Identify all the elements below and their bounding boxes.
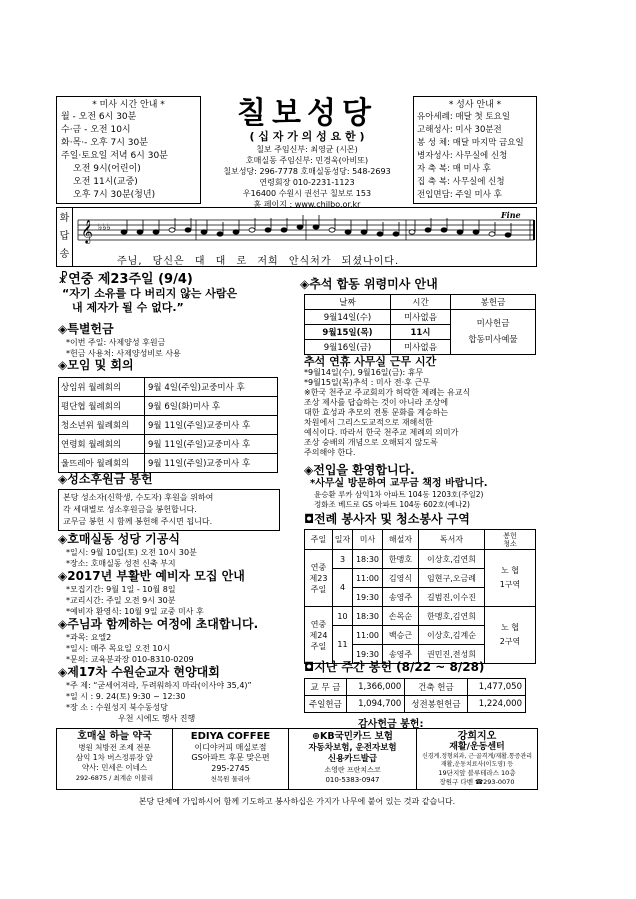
sacrament-line: 봉 성 체: 매달 마지막 금요일 xyxy=(417,138,524,148)
sacrament-line: 병자성사: 사무실에 신청 xyxy=(417,151,508,161)
altar-clean xyxy=(485,607,536,664)
altar-time: 19:30 xyxy=(353,645,383,664)
mass-line: 월 - 오전 6시 30분 xyxy=(61,112,137,122)
music-note xyxy=(441,228,447,232)
music-note xyxy=(265,228,271,232)
ad-phone: 295-2745 xyxy=(211,764,250,773)
groundbreaking-line: *장소: 호매실동 성전 신축 부지 xyxy=(66,559,176,568)
easter-prep-line: *교리시간: 주일 오전 9시 30분 xyxy=(66,596,176,605)
vocation-line: 본당 성소자(신학생, 수도자) 후원을 위하여 xyxy=(63,493,214,502)
altar-row xyxy=(305,550,536,569)
altar-narrator: 한맹호 xyxy=(383,550,419,569)
svg-text:♭♭♭: ♭♭♭ xyxy=(98,223,111,233)
sacrament-box xyxy=(413,96,537,204)
altar-header: 독서자 xyxy=(419,530,485,550)
music-note xyxy=(297,225,303,229)
altar-time: 18:30 xyxy=(353,607,383,626)
altar-readers: 권민진,전성희 xyxy=(419,645,485,664)
altar-week-line: 연중 xyxy=(310,562,327,572)
ad-phone: 소영란 프란치스코 xyxy=(324,766,381,774)
chuseok-table xyxy=(304,294,536,355)
office-hours-line: *9월15일(목)추석 : 미사 전·후 근무 xyxy=(304,378,430,387)
mass-line: 화·목·- 오후 7시 30분 xyxy=(61,138,148,148)
music-note xyxy=(473,230,479,234)
vocation-line: 교무금 봉헌 시 함께 봉헌해 주시면 됩니다. xyxy=(63,517,213,526)
music-note xyxy=(185,228,191,232)
hymn-label-char: 송 xyxy=(59,249,70,260)
ad-phone: 장원구 다벤 ☎293-0070 xyxy=(439,778,515,786)
martyrs-title: ◈제17차 수원순교자 현양대회 xyxy=(58,665,220,679)
chuseok-time: 미사없음 xyxy=(391,310,451,325)
altar-week-line: 주일 xyxy=(310,584,327,594)
meeting-row xyxy=(59,397,278,416)
altar-table xyxy=(304,529,536,664)
office-hours-line: 대한 효성과 추모의 전통 문화를 계승하는 xyxy=(304,408,449,417)
music-note xyxy=(153,230,159,234)
altar-clean xyxy=(485,550,536,607)
offering-row xyxy=(305,696,526,713)
ad-line: 19단지앞 블루테라스 10층 xyxy=(438,769,516,777)
meetings-section xyxy=(58,358,283,473)
offering-cell: 주일헌금 xyxy=(305,696,347,713)
music-note xyxy=(217,232,223,236)
ad-title: EDIYA COFFEE xyxy=(190,731,271,742)
sacrament-line: 집 축 복: 사무실에 신청 xyxy=(417,177,505,187)
altar-header: 일자 xyxy=(333,530,353,550)
sacrament-title: * 성사 안내 * xyxy=(448,100,502,110)
altar-header: 해설자 xyxy=(383,530,419,550)
special-offering-section xyxy=(58,322,283,359)
easter-prep-line: *모집기간: 9월 1일 - 10월 8일 xyxy=(66,585,176,594)
welcome-title: ◈전입을 환영합니다. xyxy=(304,463,415,477)
hymn-label-char: 화 xyxy=(59,213,70,224)
chuseok-offering xyxy=(451,310,536,355)
offering-cell: 성전봉헌헌금 xyxy=(405,696,467,713)
ad-subtitle: 재활/운동센터 xyxy=(449,742,505,752)
sacrament-line: 전입면담: 주일 미사 후 xyxy=(417,190,502,200)
office-hours-line: 주의해야 한다. xyxy=(304,448,356,457)
music-note xyxy=(393,232,399,236)
offering-cell: 1,094,700 xyxy=(346,696,404,713)
altar-readers: 길범진,이수진 xyxy=(419,588,485,607)
meeting-name: 평단협 월례회의 xyxy=(59,397,145,416)
ad-title: 호매실 하늘 약국 xyxy=(77,731,152,742)
sunday-title: ☧연중 제23주일 (9/4) xyxy=(58,272,193,287)
hymn-lyrics: 주님, 당신은 대 대 로 저희 안식처가 되셨나이다. xyxy=(117,256,400,267)
office-hours-line: 예식이다. 따라서 한국 천주교 제례의 의미가 xyxy=(304,428,459,437)
meeting-when: 9월 4일(주일)교중미사 후 xyxy=(145,378,278,397)
altar-section xyxy=(304,512,538,664)
offering-cell: 1,366,000 xyxy=(346,679,404,696)
mass-line: 주일·토요일 저녁 6시 30분 xyxy=(61,151,168,161)
meeting-name: 청소년위 월례회의 xyxy=(59,416,145,435)
martyrs-section xyxy=(58,665,293,724)
sunday-quote-line: “자기 소유를 다 버리지 않는 사람은 xyxy=(62,287,238,300)
church-name: 칠보성당 xyxy=(237,96,377,131)
offering-cell: 교 무 금 xyxy=(305,679,347,696)
chuseok-date: 9월16일(금) xyxy=(305,340,391,355)
offering-summary-section xyxy=(304,660,538,730)
office-hours-line: 차원에서 그리스도교적으로 재해석한 xyxy=(304,418,433,427)
altar-readers: 임현구,오금례 xyxy=(419,569,485,588)
ad-title: ⊕KB국민카드 보험 xyxy=(312,731,393,742)
chuseok-time: 11시 xyxy=(391,325,451,340)
meetings-table xyxy=(58,377,278,473)
music-note xyxy=(361,230,367,234)
church-subtitle: ( 십 자 가 의 성 요 한 ) xyxy=(249,130,365,143)
altar-row xyxy=(305,607,536,626)
altar-day: 3 xyxy=(333,550,353,569)
easter-prep-line: *예비자 환영식: 10월 9일 교중 미사 후 xyxy=(66,607,204,616)
altar-readers: 한맹호,김연희 xyxy=(419,607,485,626)
groundbreaking-title: ◈호매실동 성당 기공식 xyxy=(58,532,180,546)
office-hours-line: 조상 제사를 답습하는 것이 아니라 조상에 xyxy=(304,398,449,407)
altar-clean-line: 노 협 xyxy=(501,623,519,632)
music-note xyxy=(329,228,335,232)
altar-readers: 이상호,김계순 xyxy=(419,626,485,645)
office-hours-section xyxy=(304,355,538,458)
hymn-label-char: 답 xyxy=(59,231,70,242)
altar-readers: 이상호,김연희 xyxy=(419,550,485,569)
journey-title: ◈주님과 함께하는 여정에 초대합니다. xyxy=(58,617,259,631)
ad-line: 이디야커피 매실로점 xyxy=(194,743,267,752)
header-info-line: 연령회장 010-2231-1123 xyxy=(259,178,355,187)
altar-header: 봉헌 청소 xyxy=(485,530,536,550)
altar-day: 11 xyxy=(333,626,353,664)
meeting-row xyxy=(59,435,278,454)
martyrs-line: *일 시 : 9. 24(토) 9:30 ~ 12:30 xyxy=(66,692,186,701)
ad-line: 신경계.정형외과, 근·골격계/재활.통증관리 xyxy=(421,753,533,760)
offering-cell: 건축 헌금 xyxy=(405,679,467,696)
music-note xyxy=(425,228,431,232)
meeting-when: 9월 11일(주일)교중미사 후 xyxy=(145,416,278,435)
altar-header: 미사 xyxy=(353,530,383,550)
chuseok-section xyxy=(300,277,538,355)
altar-clean-line: 노 협 xyxy=(501,566,519,575)
groundbreaking-section xyxy=(58,532,283,569)
ad-line: 병원 처방전 조제 전문 xyxy=(78,743,151,752)
ad-line: GS아파트 후문 맞은편 xyxy=(191,753,270,762)
ad-pharmacy xyxy=(57,729,173,789)
vocation-box xyxy=(58,489,280,531)
mass-line: 오후 7시 30분(청년) xyxy=(73,190,156,200)
altar-week xyxy=(305,550,333,607)
altar-narrator: 손목순 xyxy=(383,607,419,626)
mass-line: 오전 11시(교중) xyxy=(73,177,138,187)
music-note xyxy=(457,230,463,234)
ad-insurance xyxy=(289,729,417,789)
hymn-label xyxy=(57,208,73,266)
altar-narrator: 송영주 xyxy=(383,645,419,664)
altar-week-line: 주일 xyxy=(310,641,327,651)
special-offering-line: *이번 주일: 사제양성 후원금 xyxy=(66,338,166,347)
music-note xyxy=(137,230,143,234)
meeting-name: 울뜨레아 월례회의 xyxy=(59,454,145,473)
welcome-section xyxy=(304,463,538,510)
journey-line: *과목: 요엘2 xyxy=(66,633,112,642)
ad-line: 재활,운동치료사(이도영) 등 xyxy=(440,761,514,768)
altar-time: 11:00 xyxy=(353,626,383,645)
thanks-title: 감사헌금 봉헌: xyxy=(358,719,424,730)
music-note xyxy=(409,230,415,234)
journey-line: *문의: 교육분과장 010-8310-0209 xyxy=(66,655,194,664)
altar-week-line: 제24 xyxy=(309,630,328,640)
altar-clean-line: 1구역 xyxy=(499,580,521,589)
altar-time: 18:30 xyxy=(353,550,383,569)
sunday-section xyxy=(58,272,283,315)
ad-extra: 천목원 물리아 xyxy=(210,775,251,783)
altar-week-line: 연중 xyxy=(310,619,327,629)
mass-line: 수·금 - 오전 10시 xyxy=(61,125,131,135)
meeting-when: 9월 11일(주일)교중미사 후 xyxy=(145,454,278,473)
special-offering-title: ◈특별헌금 xyxy=(58,322,114,336)
music-note xyxy=(345,230,351,234)
ad-line: 신용카드발급 xyxy=(327,754,378,764)
vocation-line: 각 세대별로 성소후원금을 봉헌합니다. xyxy=(63,505,197,514)
fine-label: Fine xyxy=(501,210,521,220)
journey-section xyxy=(58,617,298,665)
meeting-name: 연령회 월례회의 xyxy=(59,435,145,454)
chuseok-date: 9월14일(수) xyxy=(305,310,391,325)
ad-extra: 010-5383-0947 xyxy=(325,776,380,784)
altar-narrator: 백승근 xyxy=(383,626,419,645)
mass-schedule-title: * 미사 시간 안내 * xyxy=(92,100,165,110)
music-note xyxy=(281,228,287,232)
music-note xyxy=(377,232,383,236)
altar-clean-line: 2구역 xyxy=(499,637,521,646)
ad-coffee xyxy=(173,729,289,789)
sacrament-line: 고해성사: 미사 30분전 xyxy=(417,125,502,135)
altar-time: 19:30 xyxy=(353,588,383,607)
chuseok-header: 날짜 xyxy=(305,295,391,310)
offering-summary-table xyxy=(304,678,526,713)
altar-day: 10 xyxy=(333,607,353,626)
groundbreaking-line: *일시: 9월 10일(토) 오전 10시 30분 xyxy=(66,548,197,557)
ad-phone: 292-6875 / 최계순 이불리 xyxy=(75,774,154,782)
mass-schedule-box xyxy=(56,96,201,204)
offering-row xyxy=(305,679,526,696)
welcome-line: 정화조 베드로 GS 아파트 104동 602호(예나2) xyxy=(314,500,470,509)
easter-prep-section xyxy=(58,569,283,617)
easter-prep-title: ◈2017년 부활반 예비자 모집 안내 xyxy=(58,569,245,583)
chuseok-offering-line: 미사헌금 xyxy=(476,319,510,329)
header-info-line: 칠보성당: 296-7778 호매실동성당: 548-2693 xyxy=(223,167,391,176)
meeting-row xyxy=(59,416,278,435)
sunday-quote-line: 내 제자가 될 수 없다.” xyxy=(72,301,184,314)
music-note xyxy=(233,230,239,234)
header-info-line: 호매실동 주임신부: 민경욱(아비또) xyxy=(245,156,369,165)
meeting-name: 상임위 월례회의 xyxy=(59,378,145,397)
welcome-notice: *사무실 방문하여 교무금 책정 바랍니다. xyxy=(310,478,488,489)
header-info-line: 우16400 수원시 권선구 칠보로 153 xyxy=(242,189,372,198)
music-note xyxy=(249,228,255,232)
altar-day: 4 xyxy=(333,569,353,607)
altar-week-line: 제23 xyxy=(309,573,328,583)
vocation-title: ◈성소후원금 봉헌 xyxy=(58,472,153,486)
chuseok-offering-line: 합동미사예물 xyxy=(468,335,518,345)
ad-line: 약사: 민세은 이네스 xyxy=(81,763,148,772)
ad-title: 강희지오 xyxy=(457,731,497,742)
music-note xyxy=(313,225,319,229)
hymn-box xyxy=(56,207,537,267)
altar-narrator: 송영주 xyxy=(383,588,419,607)
chuseok-header: 봉헌금 xyxy=(451,295,536,310)
altar-week xyxy=(305,607,333,664)
martyrs-line: *주 제: “굳세어져라, 두려워하지 마라(이사야 35,4)” xyxy=(66,681,252,690)
ad-line: 삼익 1차 버스정류장 앞 xyxy=(75,753,154,762)
meeting-when: 9월 11일(주일)교중미사 후 xyxy=(145,435,278,454)
sacrament-line: 유아세례: 매달 첫 토요일 xyxy=(417,112,511,122)
header-info-line: 칠보 주임신부: 최영균 (시몬) xyxy=(256,145,358,154)
ad-line: 자동차보험, 운전자보험 xyxy=(308,743,397,753)
footer-text: 본당 단체에 가입하시어 함께 기도하고 봉사하십은 가지가 나무에 붙어 있는 것과 같습니다. xyxy=(138,797,456,806)
chuseok-header: 시간 xyxy=(391,295,451,310)
header-info-line: 홈 페이지 : www.chilbo.or.kr xyxy=(253,200,361,209)
altar-title: ◘전례 봉사자 및 청소봉사 구역 xyxy=(304,512,470,526)
svg-text:𝄞: 𝄞 xyxy=(81,219,93,243)
chuseok-date: 9월15일(목) xyxy=(305,325,391,340)
meeting-row xyxy=(59,378,278,397)
music-note xyxy=(201,230,207,234)
meeting-when: 9월 6일(화)미사 후 xyxy=(145,397,278,416)
meeting-row xyxy=(59,454,278,473)
chuseok-time: 미사없음 xyxy=(391,340,451,355)
meetings-title: ◈모임 및 회의 xyxy=(58,358,134,372)
sacrament-line: 자 축 복: 매 미사 후 xyxy=(417,164,491,174)
office-hours-line: ※한국 천주교 주교회의가 허락한 제례는 유교식 xyxy=(304,388,471,397)
altar-narrator: 김영식 xyxy=(383,569,419,588)
offering-cell: 1,224,000 xyxy=(467,696,525,713)
offering-cell: 1,477,050 xyxy=(467,679,525,696)
office-hours-title: 추석 연휴 사무실 근무 시간 xyxy=(304,355,437,368)
office-hours-line: 조상 숭배의 개념으로 오해되지 않도록 xyxy=(304,438,438,447)
music-note xyxy=(505,233,511,237)
music-note xyxy=(169,228,175,232)
ads-row xyxy=(56,728,538,790)
church-header xyxy=(203,96,411,209)
journey-line: *일시: 매주 목요일 오전 10시 xyxy=(66,644,171,653)
altar-header: 주일 xyxy=(305,530,333,550)
altar-time: 11:00 xyxy=(353,569,383,588)
office-hours-line: *9월14일(수), 9월16일(금): 휴무 xyxy=(304,368,424,377)
music-staff xyxy=(76,210,536,250)
special-offering-line: *헌금 사용처: 사제양성비로 사용 xyxy=(66,349,181,358)
martyrs-line: *장 소 : 수원성지 북수동성당 xyxy=(66,703,168,712)
welcome-line: 윤승환 루카 삼익1차 아파트 104동 1203호(주일2) xyxy=(314,490,484,499)
ad-rehab xyxy=(417,729,537,789)
martyrs-line: 우천 시에도 행사 진행 xyxy=(118,714,196,723)
music-note xyxy=(489,232,495,236)
chuseok-title: ◈추석 합동 위령미사 안내 xyxy=(300,277,438,291)
music-note xyxy=(121,230,127,234)
mass-line: 오전 9시(어린이) xyxy=(73,164,141,174)
vocation-section xyxy=(58,472,283,531)
offering-summary-title: ◘지난 주간 봉헌 (8/22 ~ 8/28) xyxy=(304,660,485,674)
